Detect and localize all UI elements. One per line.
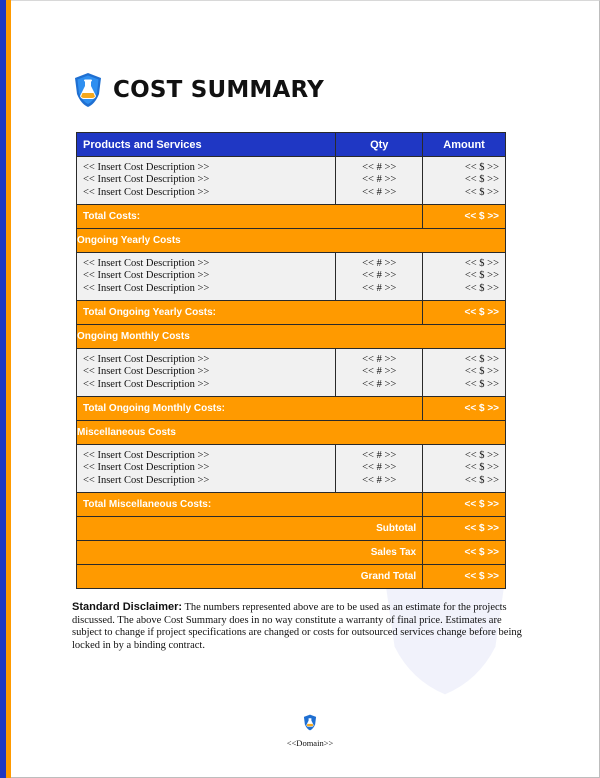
header-amount: Amount [423,133,506,157]
cost-description[interactable]: << Insert Cost Description >> [83,282,210,294]
cost-amount[interactable]: << $ >> [464,270,499,282]
cost-amount[interactable]: << $ >> [464,161,499,173]
sales-tax-row [77,541,506,565]
grand-total-label: Grand Total [77,565,423,589]
cost-description[interactable]: << Insert Cost Description >> [83,378,210,390]
section-heading-misc: Miscellaneous Costs [77,421,506,445]
section-heading-monthly: Ongoing Monthly Costs [77,325,506,349]
table-header-row [77,133,506,157]
cost-description[interactable]: << Insert Cost Description >> [83,174,210,186]
cost-qty[interactable]: << # >> [362,378,397,390]
cost-amount[interactable]: << $ >> [464,353,499,365]
cost-qty[interactable]: << # >> [362,353,397,365]
cost-amount[interactable]: << $ >> [464,174,499,186]
cost-lines-row [77,445,506,493]
standard-disclaimer [72,601,522,652]
cost-qty[interactable]: << # >> [362,257,397,269]
cost-quantities [336,445,423,493]
cost-amounts [423,349,506,397]
cost-description[interactable]: << Insert Cost Description >> [83,366,210,378]
cost-qty[interactable]: << # >> [362,161,397,173]
total-monthly-label: Total Ongoing Monthly Costs: [77,397,423,421]
cost-amounts [423,253,506,301]
total-monthly-row [77,397,506,421]
cost-summary-table [76,132,506,589]
header-qty: Qty [336,133,423,157]
header-products-services: Products and Services [77,133,336,157]
subtotal-value[interactable]: << $ >> [423,517,506,541]
subtotal-label: Subtotal [77,517,423,541]
cost-amount[interactable]: << $ >> [464,378,499,390]
total-misc-label: Total Miscellaneous Costs: [77,493,423,517]
cost-amount[interactable]: << $ >> [464,449,499,461]
cost-description[interactable]: << Insert Cost Description >> [83,186,210,198]
cost-descriptions [77,157,336,205]
total-yearly-row [77,301,506,325]
section-heading-row [77,325,506,349]
page-header [73,70,324,110]
cost-quantities [336,253,423,301]
cost-amount[interactable]: << $ >> [464,282,499,294]
cost-description[interactable]: << Insert Cost Description >> [83,270,210,282]
cost-amount[interactable]: << $ >> [464,257,499,269]
cost-lines-row [77,349,506,397]
cost-amount[interactable]: << $ >> [464,462,499,474]
cost-qty[interactable]: << # >> [362,474,397,486]
page-footer [270,714,350,751]
total-misc-value[interactable]: << $ >> [423,493,506,517]
footer-domain: <<Domain>> [286,738,334,748]
cost-qty[interactable]: << # >> [362,174,397,186]
cost-description[interactable]: << Insert Cost Description >> [83,161,210,173]
total-monthly-value[interactable]: << $ >> [423,397,506,421]
cost-qty[interactable]: << # >> [362,282,397,294]
sales-tax-value[interactable]: << $ >> [423,541,506,565]
cost-qty[interactable]: << # >> [362,270,397,282]
cost-descriptions [77,253,336,301]
total-costs-value[interactable]: << $ >> [423,205,506,229]
total-misc-row [77,493,506,517]
cost-amounts [423,157,506,205]
cost-qty[interactable]: << # >> [362,449,397,461]
cost-qty[interactable]: << # >> [362,186,397,198]
cost-amounts [423,445,506,493]
subtotal-row [77,517,506,541]
grand-total-value[interactable]: << $ >> [423,565,506,589]
section-heading-row [77,229,506,253]
section-heading-row [77,421,506,445]
cost-lines-row [77,253,506,301]
cost-descriptions [77,445,336,493]
total-costs-label: Total Costs: [77,205,423,229]
cost-qty[interactable]: << # >> [362,366,397,378]
cost-description[interactable]: << Insert Cost Description >> [83,462,210,474]
cost-description[interactable]: << Insert Cost Description >> [83,474,210,486]
total-costs-row [77,205,506,229]
cost-amount[interactable]: << $ >> [464,474,499,486]
cost-quantities [336,157,423,205]
disclaimer-body: The numbers represented above are to be used as an estimate for the projects discussed. The above Cost Summary does in no way constitute a warranty of final price. Estimates are subject to change if project specifications are changed or costs for outsourced services change before being locked in by a binding contract. [72,602,522,651]
cost-qty[interactable]: << # >> [362,462,397,474]
section-heading-yearly: Ongoing Yearly Costs [77,229,506,253]
disclaimer-lead: Standard Disclaimer: [72,601,183,613]
footer-shield-logo-icon [303,714,317,731]
cost-amount[interactable]: << $ >> [464,186,499,198]
cost-descriptions [77,349,336,397]
page-title: COST SUMMARY [113,77,325,103]
cost-lines-row [77,157,506,205]
cost-amount[interactable]: << $ >> [464,366,499,378]
cost-description[interactable]: << Insert Cost Description >> [83,257,210,269]
grand-total-row [77,565,506,589]
total-yearly-label: Total Ongoing Yearly Costs: [77,301,423,325]
sales-tax-label: Sales Tax [77,541,423,565]
shield-flask-icon [73,72,103,108]
cost-quantities [336,349,423,397]
cost-description[interactable]: << Insert Cost Description >> [83,353,210,365]
cost-description[interactable]: << Insert Cost Description >> [83,449,210,461]
total-yearly-value[interactable]: << $ >> [423,301,506,325]
